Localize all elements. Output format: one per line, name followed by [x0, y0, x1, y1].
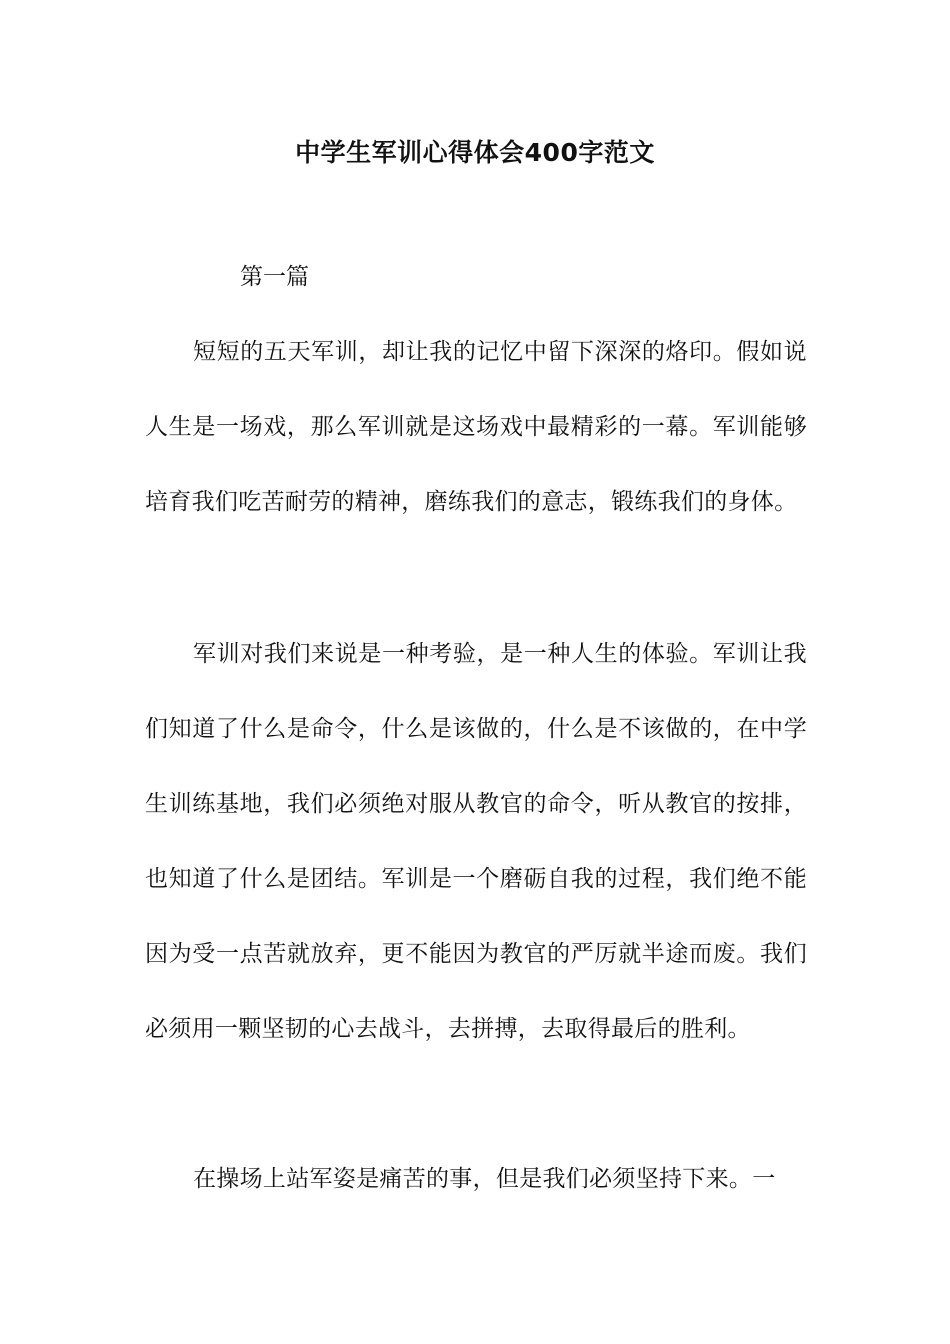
- section-heading: 第一篇: [240, 264, 309, 290]
- paragraph-2: 军训对我们来说是一种考验，是一种人生的体验。军训让我们知道了什么是命令，什么是该做的，什么是不该做的，在中学生训练基地，我们必须绝对服从教官的命令，听从教官的按排，也知道了什么是团结。军训是一个磨砺自我的过程，我们绝不能因为受一点苦就放弃，更不能因为教官的严厉就半途而废。我们必须用一颗坚韧的心去战斗，去拼搏，去取得最后的胜利。: [145, 641, 807, 1042]
- paragraph-1: 短短的五天军训，却让我的记忆中留下深深的烙印。假如说人生是一场戏，那么军训就是这场戏中最精彩的一幕。军训能够培育我们吃苦耐劳的精神，磨练我们的意志，锻练我们的身体。: [145, 339, 807, 515]
- document-title: 中学生军训心得体会400字范文: [295, 138, 655, 167]
- paragraph-3: 在操场上站军姿是痛苦的事，但是我们必须坚持下来。一: [193, 1166, 776, 1192]
